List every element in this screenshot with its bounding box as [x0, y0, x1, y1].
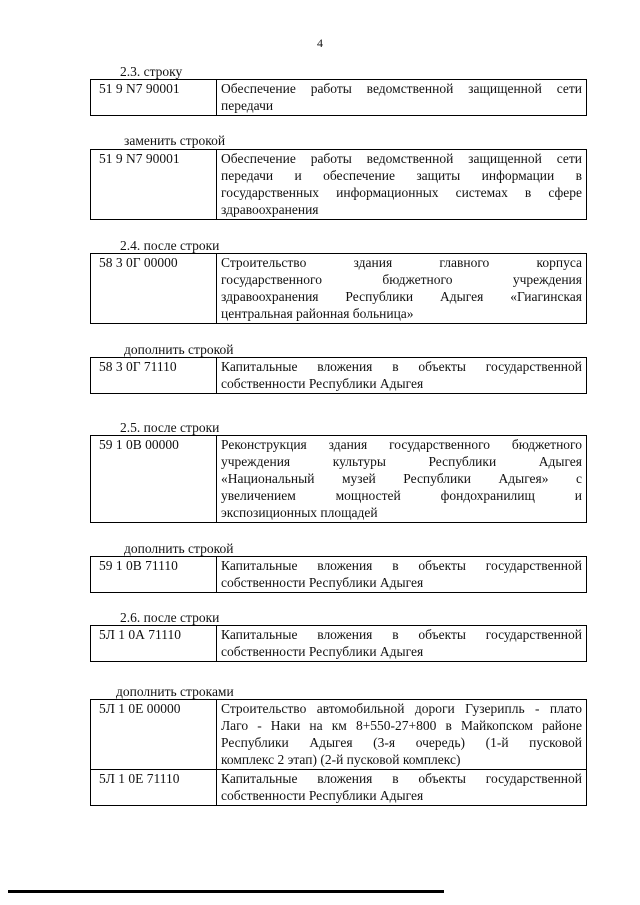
- description-line: Лаго - Наки на км 8+550-27+800 в Майкопском районе: [221, 718, 582, 733]
- row-description: [217, 700, 587, 770]
- row-description: [217, 254, 587, 324]
- description-line: «Национальный музей Республики Адыгея» с: [221, 471, 582, 486]
- description-line: экспозиционных площадей: [221, 505, 378, 520]
- code-table: [90, 357, 587, 394]
- section-caption: заменить строкой: [124, 133, 226, 148]
- bottom-divider: [8, 890, 444, 893]
- budget-code: 5Л 1 0А 71110: [91, 626, 217, 662]
- table-row: [91, 358, 587, 394]
- description-line: здравоохранения: [221, 202, 319, 217]
- description-line: передачи и обеспечение защиты информации в: [221, 168, 582, 183]
- description-line: государственных информационных системах в сфере: [221, 185, 582, 200]
- description-line: Капитальные вложения в объекты государственной: [221, 558, 582, 573]
- budget-code: 51 9 N7 90001: [91, 150, 217, 220]
- code-table: [90, 435, 587, 523]
- description-line: Капитальные вложения в объекты государственной: [221, 771, 582, 786]
- row-description: [217, 436, 587, 523]
- description-line: Строительство автомобильной дороги Гузерипль - плато: [221, 701, 582, 716]
- row-description: [217, 770, 587, 806]
- page-number: 4: [317, 36, 323, 50]
- code-table: [90, 253, 587, 324]
- description-line: собственности Республики Адыгея: [221, 575, 424, 590]
- description-line: здравоохранения Республики Адыгея «Гиагинская: [221, 289, 582, 304]
- code-table: [90, 625, 587, 662]
- description-line: центральная районная больница»: [221, 306, 414, 321]
- code-table: [90, 556, 587, 593]
- code-table: [90, 79, 587, 116]
- budget-code: 58 3 0Г 00000: [91, 254, 217, 324]
- row-description: [217, 626, 587, 662]
- section-caption: 2.4. после строки: [120, 238, 220, 253]
- description-line: Обеспечение работы ведомственной защищенной сети: [221, 81, 582, 96]
- section-caption: 2.6. после строки: [120, 610, 220, 625]
- description-line: комплекс 2 этап) (2-й пусковой комплекс): [221, 752, 461, 767]
- section-caption: 2.3. строку: [120, 64, 183, 79]
- budget-code: 51 9 N7 90001: [91, 80, 217, 116]
- description-line: собственности Республики Адыгея: [221, 376, 424, 391]
- section-caption: дополнить строкой: [124, 541, 234, 556]
- description-line: Капитальные вложения в объекты государственной: [221, 627, 582, 642]
- table-row: [91, 254, 587, 324]
- table-row: [91, 557, 587, 593]
- budget-code: 59 1 0В 71110: [91, 557, 217, 593]
- row-description: [217, 358, 587, 394]
- section-caption: дополнить строками: [116, 684, 234, 699]
- code-table: [90, 699, 587, 806]
- code-table: [90, 149, 587, 220]
- budget-code: 5Л 1 0Е 00000: [91, 700, 217, 770]
- description-line: собственности Республики Адыгея: [221, 788, 424, 803]
- description-line: учреждения культуры Республики Адыгея: [221, 454, 582, 469]
- description-line: увеличением мощностей фондохранилищ и: [221, 488, 582, 503]
- budget-code: 59 1 0В 00000: [91, 436, 217, 523]
- description-line: Реконструкция здания государственного бюджетного: [221, 437, 582, 452]
- row-description: [217, 150, 587, 220]
- table-row: [91, 436, 587, 523]
- table-row: [91, 770, 587, 806]
- table-row: [91, 700, 587, 770]
- description-line: передачи: [221, 98, 274, 113]
- budget-code: 58 3 0Г 71110: [91, 358, 217, 394]
- table-row: [91, 626, 587, 662]
- section-caption: 2.5. после строки: [120, 420, 220, 435]
- row-description: [217, 80, 587, 116]
- description-line: Строительство здания главного корпуса: [221, 255, 582, 270]
- section-caption: дополнить строкой: [124, 342, 234, 357]
- description-line: Республики Адыгея (3-я очередь) (1-й пусковой: [221, 735, 582, 750]
- description-line: государственного бюджетного учреждения: [221, 272, 582, 287]
- row-description: [217, 557, 587, 593]
- table-row: [91, 80, 587, 116]
- description-line: собственности Республики Адыгея: [221, 644, 424, 659]
- table-row: [91, 150, 587, 220]
- budget-code: 5Л 1 0Е 71110: [91, 770, 217, 806]
- description-line: Обеспечение работы ведомственной защищенной сети: [221, 151, 582, 166]
- description-line: Капитальные вложения в объекты государственной: [221, 359, 582, 374]
